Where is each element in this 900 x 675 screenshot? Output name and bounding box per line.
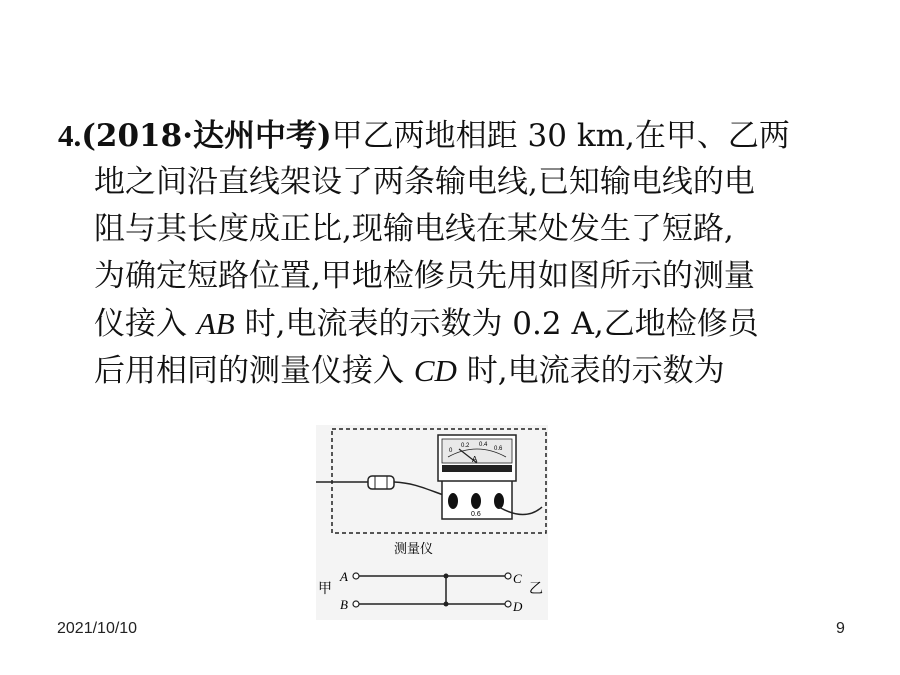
problem-line-6 [58,347,858,394]
question-number: 4. [58,118,82,153]
scale-tick-label: 0.2 [461,443,470,449]
circuit-figure [316,425,548,620]
scale-tick-label: 0.6 [494,446,503,452]
scale-tick-label: 0.4 [479,442,488,448]
terminal-post-icon [494,493,504,509]
device-label: 测量仪 [394,542,434,557]
terminal-post-icon [471,493,481,509]
page-number: 9 [836,620,845,637]
scale-tick-label: 0 [449,448,453,454]
ammeter-dark-band [442,465,512,472]
terminal-d-dot [505,601,511,607]
line-6-part-2: 时,电流表的示数为 [456,353,725,389]
variable-cd: CD [413,353,457,388]
footer-date: 2021/10/10 [57,620,138,637]
problem-line-1 [58,112,858,159]
line-6-part-1: 后用相同的测量仪接入 [94,353,414,389]
place-label-yi: 乙 [529,581,543,597]
terminal-c-dot [505,573,511,579]
terminal-a-dot [353,573,359,579]
terminal-label-b: B [340,597,348,612]
terminal-post-icon [448,493,458,509]
junction-dot [444,602,449,607]
terminal-value-label: 0.6 [471,511,481,518]
problem-line-1-text: 甲乙两地相距 30 km,在甲、乙两 [331,118,790,154]
problem-line-3: 阻与其长度成正比,现输电线在某处发生了短路, [94,211,734,247]
problem-text [58,112,858,394]
junction-dot [444,574,449,579]
terminal-label-a: A [340,569,348,584]
place-label-jia: 甲 [318,581,332,597]
terminal-label-d: D [513,599,523,614]
resistor-icon [368,476,394,489]
terminal-b-dot [353,601,359,607]
problem-line-2: 地之间沿直线架设了两条输电线,已知输电线的电 [94,164,755,200]
question-source: (2018·达州中考) [81,118,332,154]
terminal-label-c: C [513,571,522,586]
ammeter-unit-label: A [472,455,478,464]
variable-ab: AB [196,306,235,341]
line-5-part-1: 仪接入 [94,306,197,342]
problem-line-4: 为确定短路位置,甲地检修员先用如图所示的测量 [94,258,755,294]
line-5-part-2: 时,电流表的示数为 0.2 A,乙地检修员 [234,306,759,342]
problem-line-5 [58,300,858,347]
